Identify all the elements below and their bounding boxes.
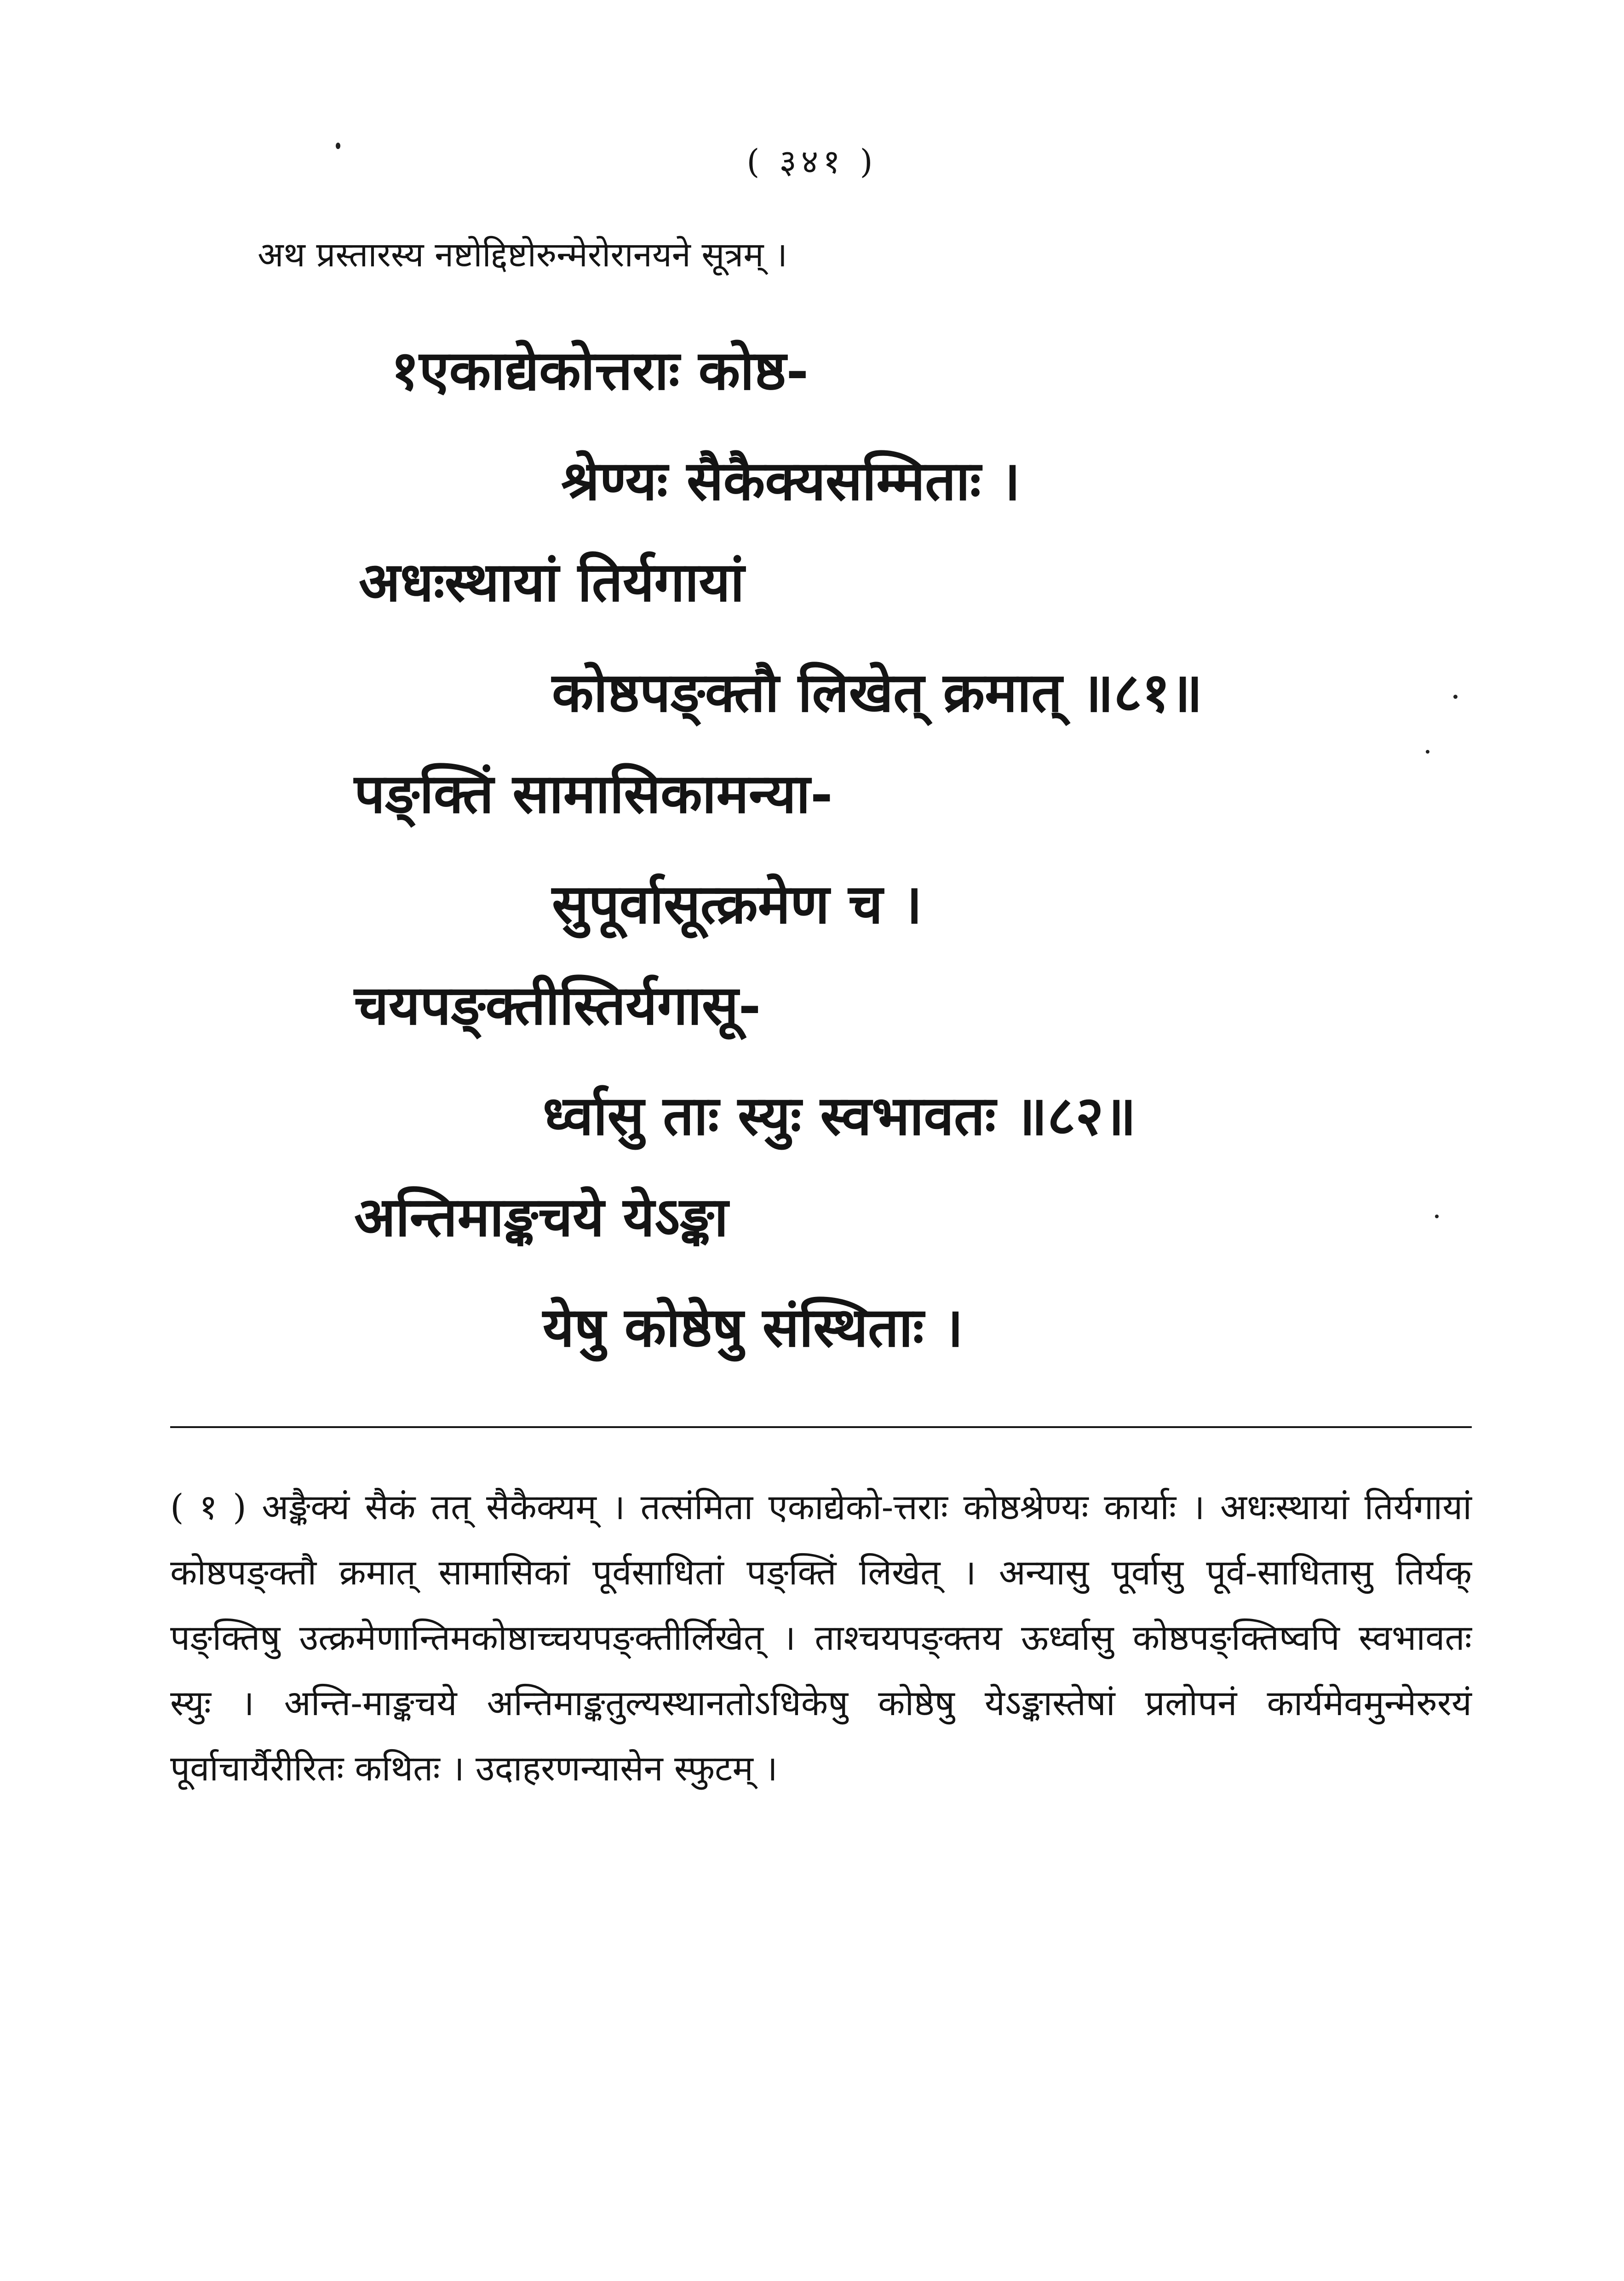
print-speck <box>1426 750 1429 754</box>
page-number: ( ३४१ ) <box>746 142 878 181</box>
verse-line: र्ध्वासु ताः स्युः स्वभावतः ॥८२॥ <box>543 1083 1136 1147</box>
sutra-heading: अथ प्रस्तारस्य नष्टोद्दिष्टोरुन्मेरोरानयने सूत्रम् । <box>258 235 788 275</box>
print-speck <box>336 143 340 149</box>
footnote-text: ( १ ) अङ्कैक्यं सैकं तत् सैकैक्यम् । तत्संमिता एकाद्येको-त्तराः कोष्ठश्रेण्यः कार्याः । अधःस्थायां तिर्यगायां कोष्ठपङ्क्तौ क्रमात् सामासिकां पूर्वसाधितां पङ्क्तिं लिखेत् । अन्यासु पूर्वासु पूर्व-साधितासु तिर्यक् पङ्क्तिषु उत्क्रमेणान्तिमकोष्ठाच्चयपङ्क्तीर्लिखेत् । ताश्चयपङ्क्तय ऊर्ध्वासु कोष्ठपङ्क्तिष्वपि स्वभावतः स्युः । अन्ति-माङ्कचये अन्तिमाङ्कतुल्यस्थानतोऽधिकेषु कोष्ठेषु येऽङ्कास्तेषां प्रलोपनं कार्यमेवमुन्मेरुरयं पूर्वाचार्यैरीरितः कथितः । उदाहरणन्यासेन स्फुटम् । <box>170 1486 1472 1789</box>
verse-line: १एकाद्येकोत्तराः कोष्ठ- <box>391 338 809 402</box>
verse-line: सुपूर्वासूत्क्रमेण च । <box>552 872 923 936</box>
verse-line: चयपङ्क्तीस्तिर्यगासू- <box>354 973 761 1037</box>
verse-line: अधःस्थायां तिर्यगायां <box>359 550 745 614</box>
print-speck <box>1435 1215 1439 1218</box>
verse-line: श्रेण्यः सैकैक्यसम्मिताः । <box>561 449 1021 513</box>
verse-line: कोष्ठपङ्क्तौ लिखेत् क्रमात् ॥८१॥ <box>552 660 1203 724</box>
verse-line: अन्तिमाङ्कचये येऽङ्का <box>354 1185 729 1249</box>
print-speck <box>1453 695 1458 699</box>
footnote-divider <box>170 1426 1472 1428</box>
verse-line: येषु कोष्ठेषु संस्थिताः । <box>543 1295 964 1359</box>
verse-line: पङ्क्तिं सामासिकामन्या- <box>354 761 833 825</box>
